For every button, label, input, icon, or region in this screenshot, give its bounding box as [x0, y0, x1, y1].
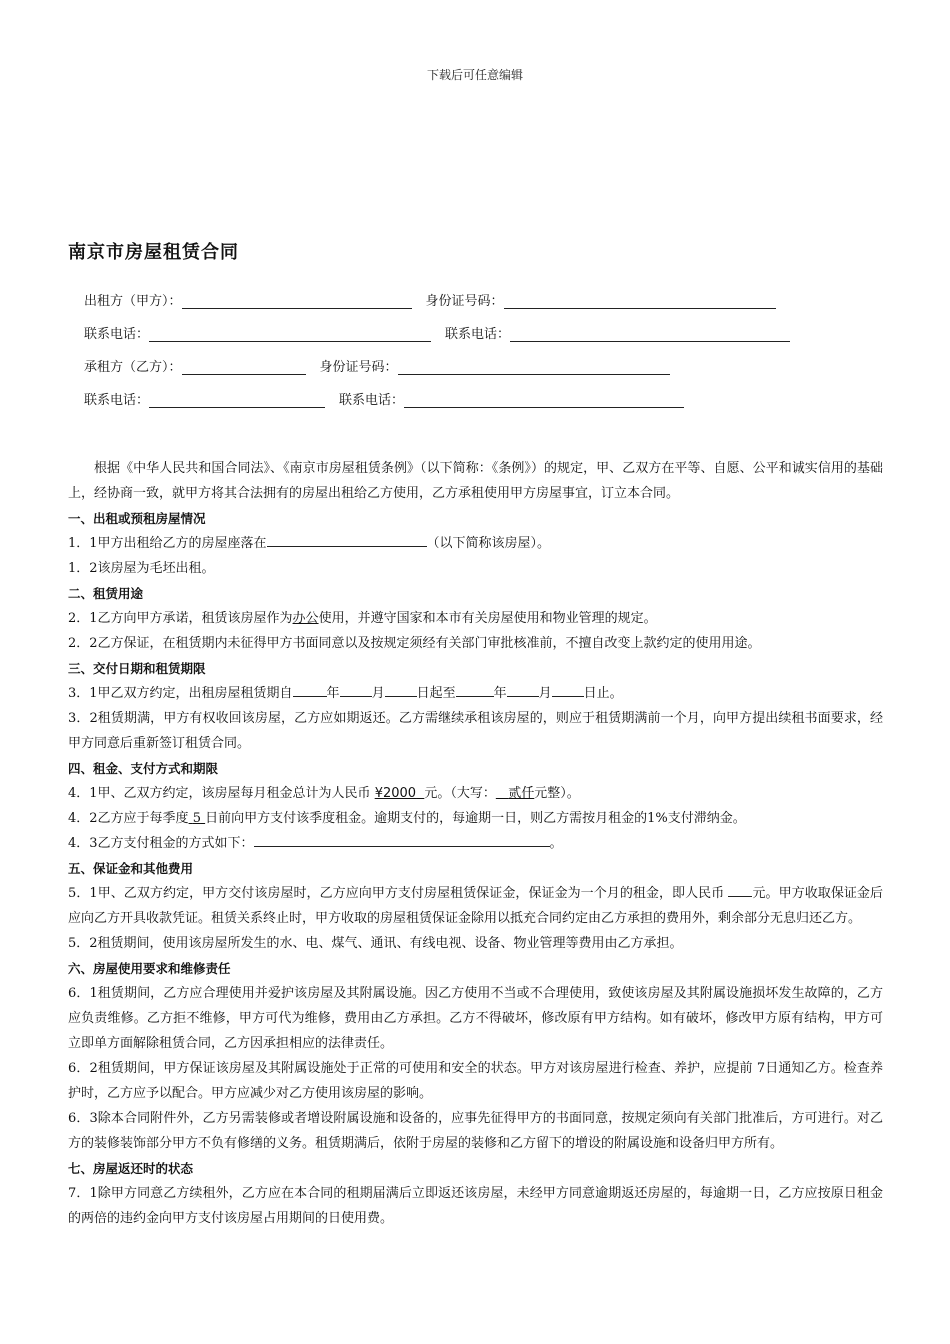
- section-5-heading: 五、保证金和其他费用: [68, 861, 194, 876]
- clause-5-1-text: 5．1甲、乙双方约定，甲方交付该房屋时，乙方应向甲方支付房屋租赁保证金，保证金为一个月的租金，即人民币: [68, 886, 725, 901]
- clause-4-1: [68, 781, 883, 806]
- contract-body: [68, 456, 883, 1231]
- lessee-phone2-field[interactable]: [404, 393, 684, 408]
- start-day-field[interactable]: [385, 696, 417, 697]
- header-note: 下载后可任意编辑: [426, 68, 523, 82]
- clause-4-2-text: 4．2乙方应于每季度: [68, 811, 189, 826]
- clause-6-1: 6．1租赁期间，乙方应合理使用并爱护该房屋及其附属设施。因乙方使用不当或不合理使用，致使该房屋及其附属设施损坏发生故障的，乙方应负责维修。乙方拒不维修，甲方可代为维修，费用由乙方承担。乙方不得破坏，修改原有甲方结构。如有破坏，修改甲方原有结构，甲方可立即单方面解除租赁合同，乙方因承担相应的法律责任。: [68, 986, 883, 1051]
- usage-value[interactable]: 办公: [292, 611, 319, 626]
- start-year-field[interactable]: [293, 696, 327, 697]
- lessor-phone-field[interactable]: [149, 327, 431, 342]
- section-1-heading: 一、出租或预租房屋情况: [68, 511, 206, 526]
- lessor-phone2-field[interactable]: [510, 327, 790, 342]
- lessor-phone-line: [84, 323, 804, 342]
- clause-1-2: 1．2该房屋为毛坯出租。: [68, 561, 215, 576]
- clause-2-1: [68, 606, 883, 631]
- clause-1-1-text: 1．1甲方出租给乙方的房屋座落在: [68, 536, 267, 551]
- section-3-heading: 三、交付日期和租赁期限: [68, 661, 206, 676]
- lessor-phone-label: 联系电话：: [84, 327, 150, 342]
- rent-uppercase-value[interactable]: 贰仟: [508, 786, 535, 801]
- clause-4-3-tail: 。: [549, 836, 563, 851]
- section-7-heading: 七、房屋返还时的状态: [68, 1161, 194, 1176]
- clause-3-2: 3．2租赁期满，甲方有权收回该房屋，乙方应如期返还。乙方需继续承租该房屋的，则应于租赁期满前一个月，向甲方提出续租书面要求，经甲方同意后重新签订租赁合同。: [68, 711, 883, 751]
- intro-paragraph: 根据《中华人民共和国合同法》、《南京市房屋租赁条例》（以下简称：《条例》）的规定，甲、乙双方在平等、自愿、公平和诚实信用的基础上，经协商一致，就甲方将其合法拥有的房屋出租给乙方使用，乙方承租使用甲方房屋事宜，订立本合同。: [68, 461, 883, 501]
- clause-6-2: 6．2租赁期间，甲方保证该房屋及其附属设施处于正常的可使用和安全的状态。甲方对该房屋进行检查、养护，应提前 7日通知乙方。检查养护时，乙方应予以配合。甲方应减少对乙方使用该房屋的影响。: [68, 1061, 883, 1101]
- clause-4-1-mid: 元。（大写：: [424, 786, 496, 801]
- month-label-2: 月: [538, 686, 552, 701]
- end-month-field[interactable]: [507, 696, 539, 697]
- contract-title: 南京市房屋租赁合同: [68, 242, 239, 263]
- month-label: 月: [371, 686, 385, 701]
- lessor-label: 出租方（甲方）：: [84, 294, 182, 309]
- monthly-rent-value[interactable]: ¥2000: [374, 786, 417, 801]
- clause-1-1-tail: （以下简称该房屋）。: [426, 536, 551, 551]
- lessor-phone2-label: 联系电话：: [445, 327, 511, 342]
- clause-3-1: [68, 681, 883, 706]
- end-day-field[interactable]: [552, 696, 584, 697]
- from-label: 日起至: [416, 686, 456, 701]
- lessee-phone-label: 联系电话：: [84, 393, 150, 408]
- clause-5-2: 5．2租赁期间，使用该房屋所发生的水、电、煤气、通讯、有线电视、设备、物业管理等费用由乙方承担。: [68, 936, 683, 951]
- clause-5-1: [68, 881, 883, 931]
- clause-2-1-tail: 使用，并遵守国家和本市有关房屋使用和物业管理的规定。: [318, 611, 657, 626]
- lessee-phone2-label: 联系电话：: [339, 393, 405, 408]
- lessee-phone-field[interactable]: [149, 393, 325, 408]
- start-month-field[interactable]: [340, 696, 372, 697]
- clause-7-1: 7．1除甲方同意乙方续租外，乙方应在本合同的租期届满后立即返还该房屋，未经甲方同意逾期返还房屋的，每逾期一日，乙方应按原日租金的两倍的违约金向甲方支付该房屋占用期间的日使用费。: [68, 1186, 883, 1226]
- clause-3-1-text: 3．1甲乙双方约定，出租房屋租赁期自: [68, 686, 293, 701]
- until-label: 日止。: [583, 686, 623, 701]
- clause-2-2: 2．2乙方保证，在租赁期内未征得甲方书面同意以及按规定须经有关部门审批核准前，不擅自改变上款约定的使用用途。: [68, 636, 761, 651]
- lessee-name-field[interactable]: [182, 360, 306, 375]
- lessor-line: [84, 290, 790, 309]
- property-location-field[interactable]: [267, 546, 427, 547]
- clause-5-1-tail: 元。甲方收取保证金后应向乙方开具收款凭证。租赁关系终止时，甲方收取的房屋租赁保证金除用以抵充合同约定由乙方承担的费用外，剩余部分无息归还乙方。: [68, 886, 883, 926]
- clause-4-3-text: 4．3乙方支付租金的方式如下：: [68, 836, 254, 851]
- year-label-2: 年: [493, 686, 507, 701]
- section-6-heading: 六、房屋使用要求和维修责任: [68, 961, 231, 976]
- section-2-heading: 二、租赁用途: [68, 586, 144, 601]
- deposit-amount-field[interactable]: [728, 896, 752, 897]
- end-year-field[interactable]: [456, 696, 494, 697]
- year-label: 年: [326, 686, 340, 701]
- lessor-name-field[interactable]: [182, 294, 412, 309]
- lessee-id-label: 身份证号码：: [319, 360, 398, 375]
- lessee-phone-line: [84, 389, 698, 408]
- clause-1-1: [68, 531, 883, 556]
- lessee-id-field[interactable]: [398, 360, 670, 375]
- lessee-line: [84, 356, 684, 375]
- lessor-id-field[interactable]: [504, 294, 776, 309]
- lessor-id-label: 身份证号码：: [425, 294, 504, 309]
- clause-4-2-tail: 日前向甲方支付该季度租金。逾期支付的，每逾期一日，则乙方需按月租金的1%支付滞纳金。: [205, 811, 746, 826]
- lessee-label: 承租方（乙方）：: [84, 360, 182, 375]
- clause-4-1-text: 4．1甲、乙双方约定，该房屋每月租金总计为人民币: [68, 786, 371, 801]
- payment-day-value[interactable]: 5: [192, 811, 201, 826]
- clause-4-3: [68, 831, 883, 856]
- clause-6-3: 6．3除本合同附件外，乙方另需装修或者增设附属设施和设备的，应事先征得甲方的书面同意，按规定须向有关部门批准后，方可进行。对乙方的装修装饰部分甲方不负有修缮的义务。租赁期满后，依附于房屋的装修和乙方留下的增设的附属设施和设备归甲方所有。: [68, 1111, 883, 1151]
- clause-2-1-text: 2．1乙方向甲方承诺，租赁该房屋作为: [68, 611, 293, 626]
- payment-method-field[interactable]: [254, 846, 550, 847]
- clause-4-1-tail: 元整）。: [534, 786, 580, 801]
- section-4-heading: 四、租金、支付方式和期限: [68, 761, 219, 776]
- clause-4-2: [68, 806, 883, 831]
